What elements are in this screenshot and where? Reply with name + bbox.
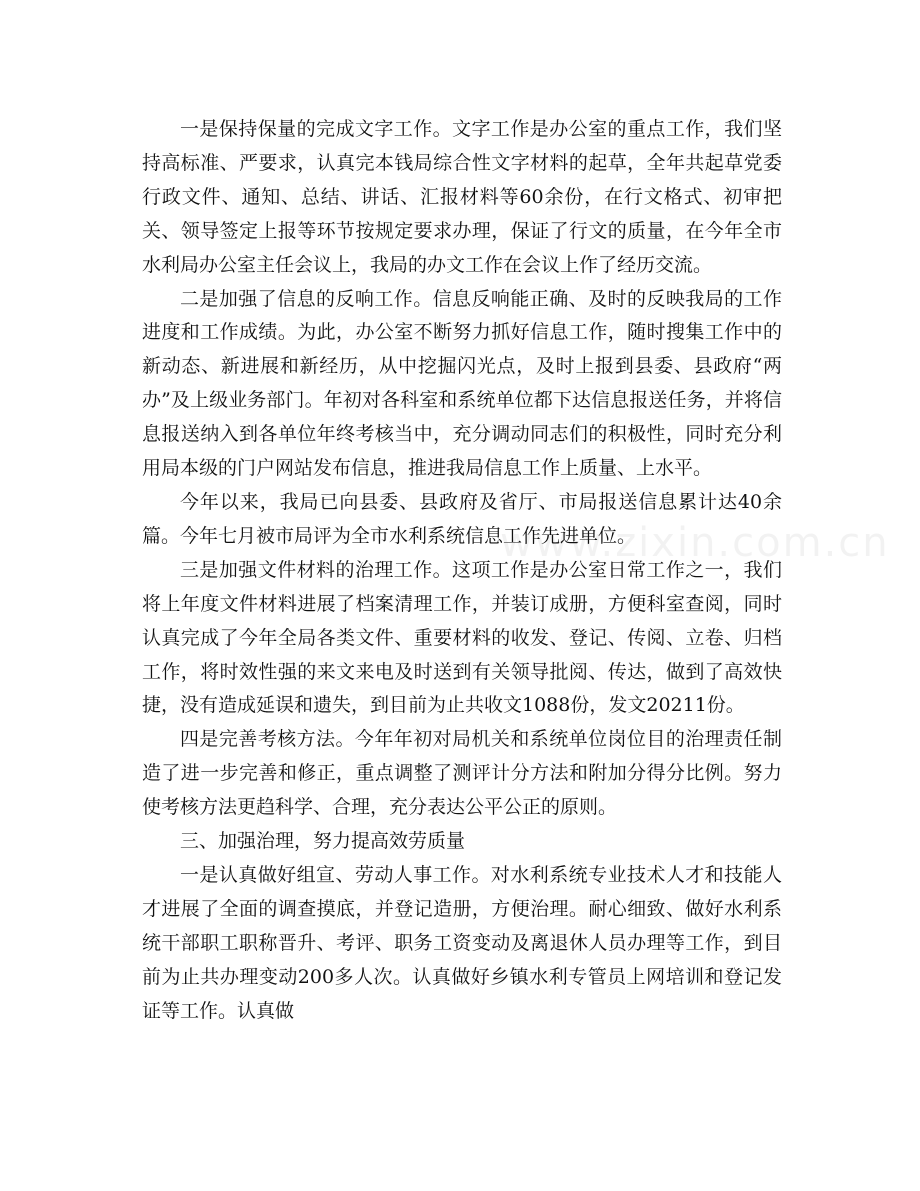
document-body <box>142 113 782 1028</box>
paragraph-personnel-work: 一是认真做好组宣、劳动人事工作。对水利系统专业技术人才和技能人才进展了全面的调查摸底，并登记造册，方便治理。耐心细致、做好水利系统干部职工职称晋升、考评、职务工资变动及离退休人员办理等工作，到目前为止共办理变动200多人次。认真做好乡镇水利专管员上网培训和登记发证等工作。认真做 <box>142 863 782 1022</box>
paragraph-text-work: 一是保持保量的完成文字工作。文字工作是办公室的重点工作，我们坚持高标准、严要求，认真完本钱局综合性文字材料的起草，全年共起草党委行政文件、通知、总结、讲话、汇报材料等60余份，在行文格式、初审把关、领导签定上报等环节按规定要求办理，保证了行文的质量，在今年全市水利局办公室主任会议上，我局的办文工作在会议上作了经历交流。 <box>142 118 782 276</box>
paragraph-assessment-methods: 四是完善考核方法。今年年初对局机关和系统单位岗位目的治理责任制造了进一步完善和修正，重点调整了测评计分方法和附加分得分比例。努力使考核方法更趋科学、合理，充分表达公平公正的原则。 <box>142 728 782 819</box>
paragraph-document-management: 三是加强文件材料的治理工作。这项工作是办公室日常工作之一，我们将上年度文件材料进展了档案清理工作，并装订成册，方便科室查阅，同时认真完成了今年全局各类文件、重要材料的收发、登记、传阅、立卷、归档工作，将时效性强的来文来电及时送到有关领导批阅、传达，做到了高效快捷，没有造成延误和遗失，到目前为止共收文1088份，发文20211份。 <box>142 558 782 717</box>
paragraph-information-stats: 今年以来，我局已向县委、县政府及省厅、市局报送信息累计达40余篇。今年七月被市局评为全市水利系统信息工作先进单位。 <box>142 490 782 547</box>
paragraph-information-feedback: 二是加强了信息的反响工作。信息反响能正确、及时的反映我局的工作进度和工作成绩。为此，办公室不断努力抓好信息工作，随时搜集工作中的新动态、新进展和新经历，从中挖掘闪光点，及时上报到县委、县政府“两办”及上级业务部门。年初对各科室和系统单位都下达信息报送任务，并将信息报送纳入到各单位年终考核当中，充分调动同志们的积极性，同时充分利用局本级的门户网站发布信息，推进我局信息工作上质量、上水平。 <box>142 287 782 480</box>
watermark: www.zixin.com.cn <box>500 520 890 566</box>
section-heading-service-quality: 三、加强治理，努力提高效劳质量 <box>180 830 466 853</box>
